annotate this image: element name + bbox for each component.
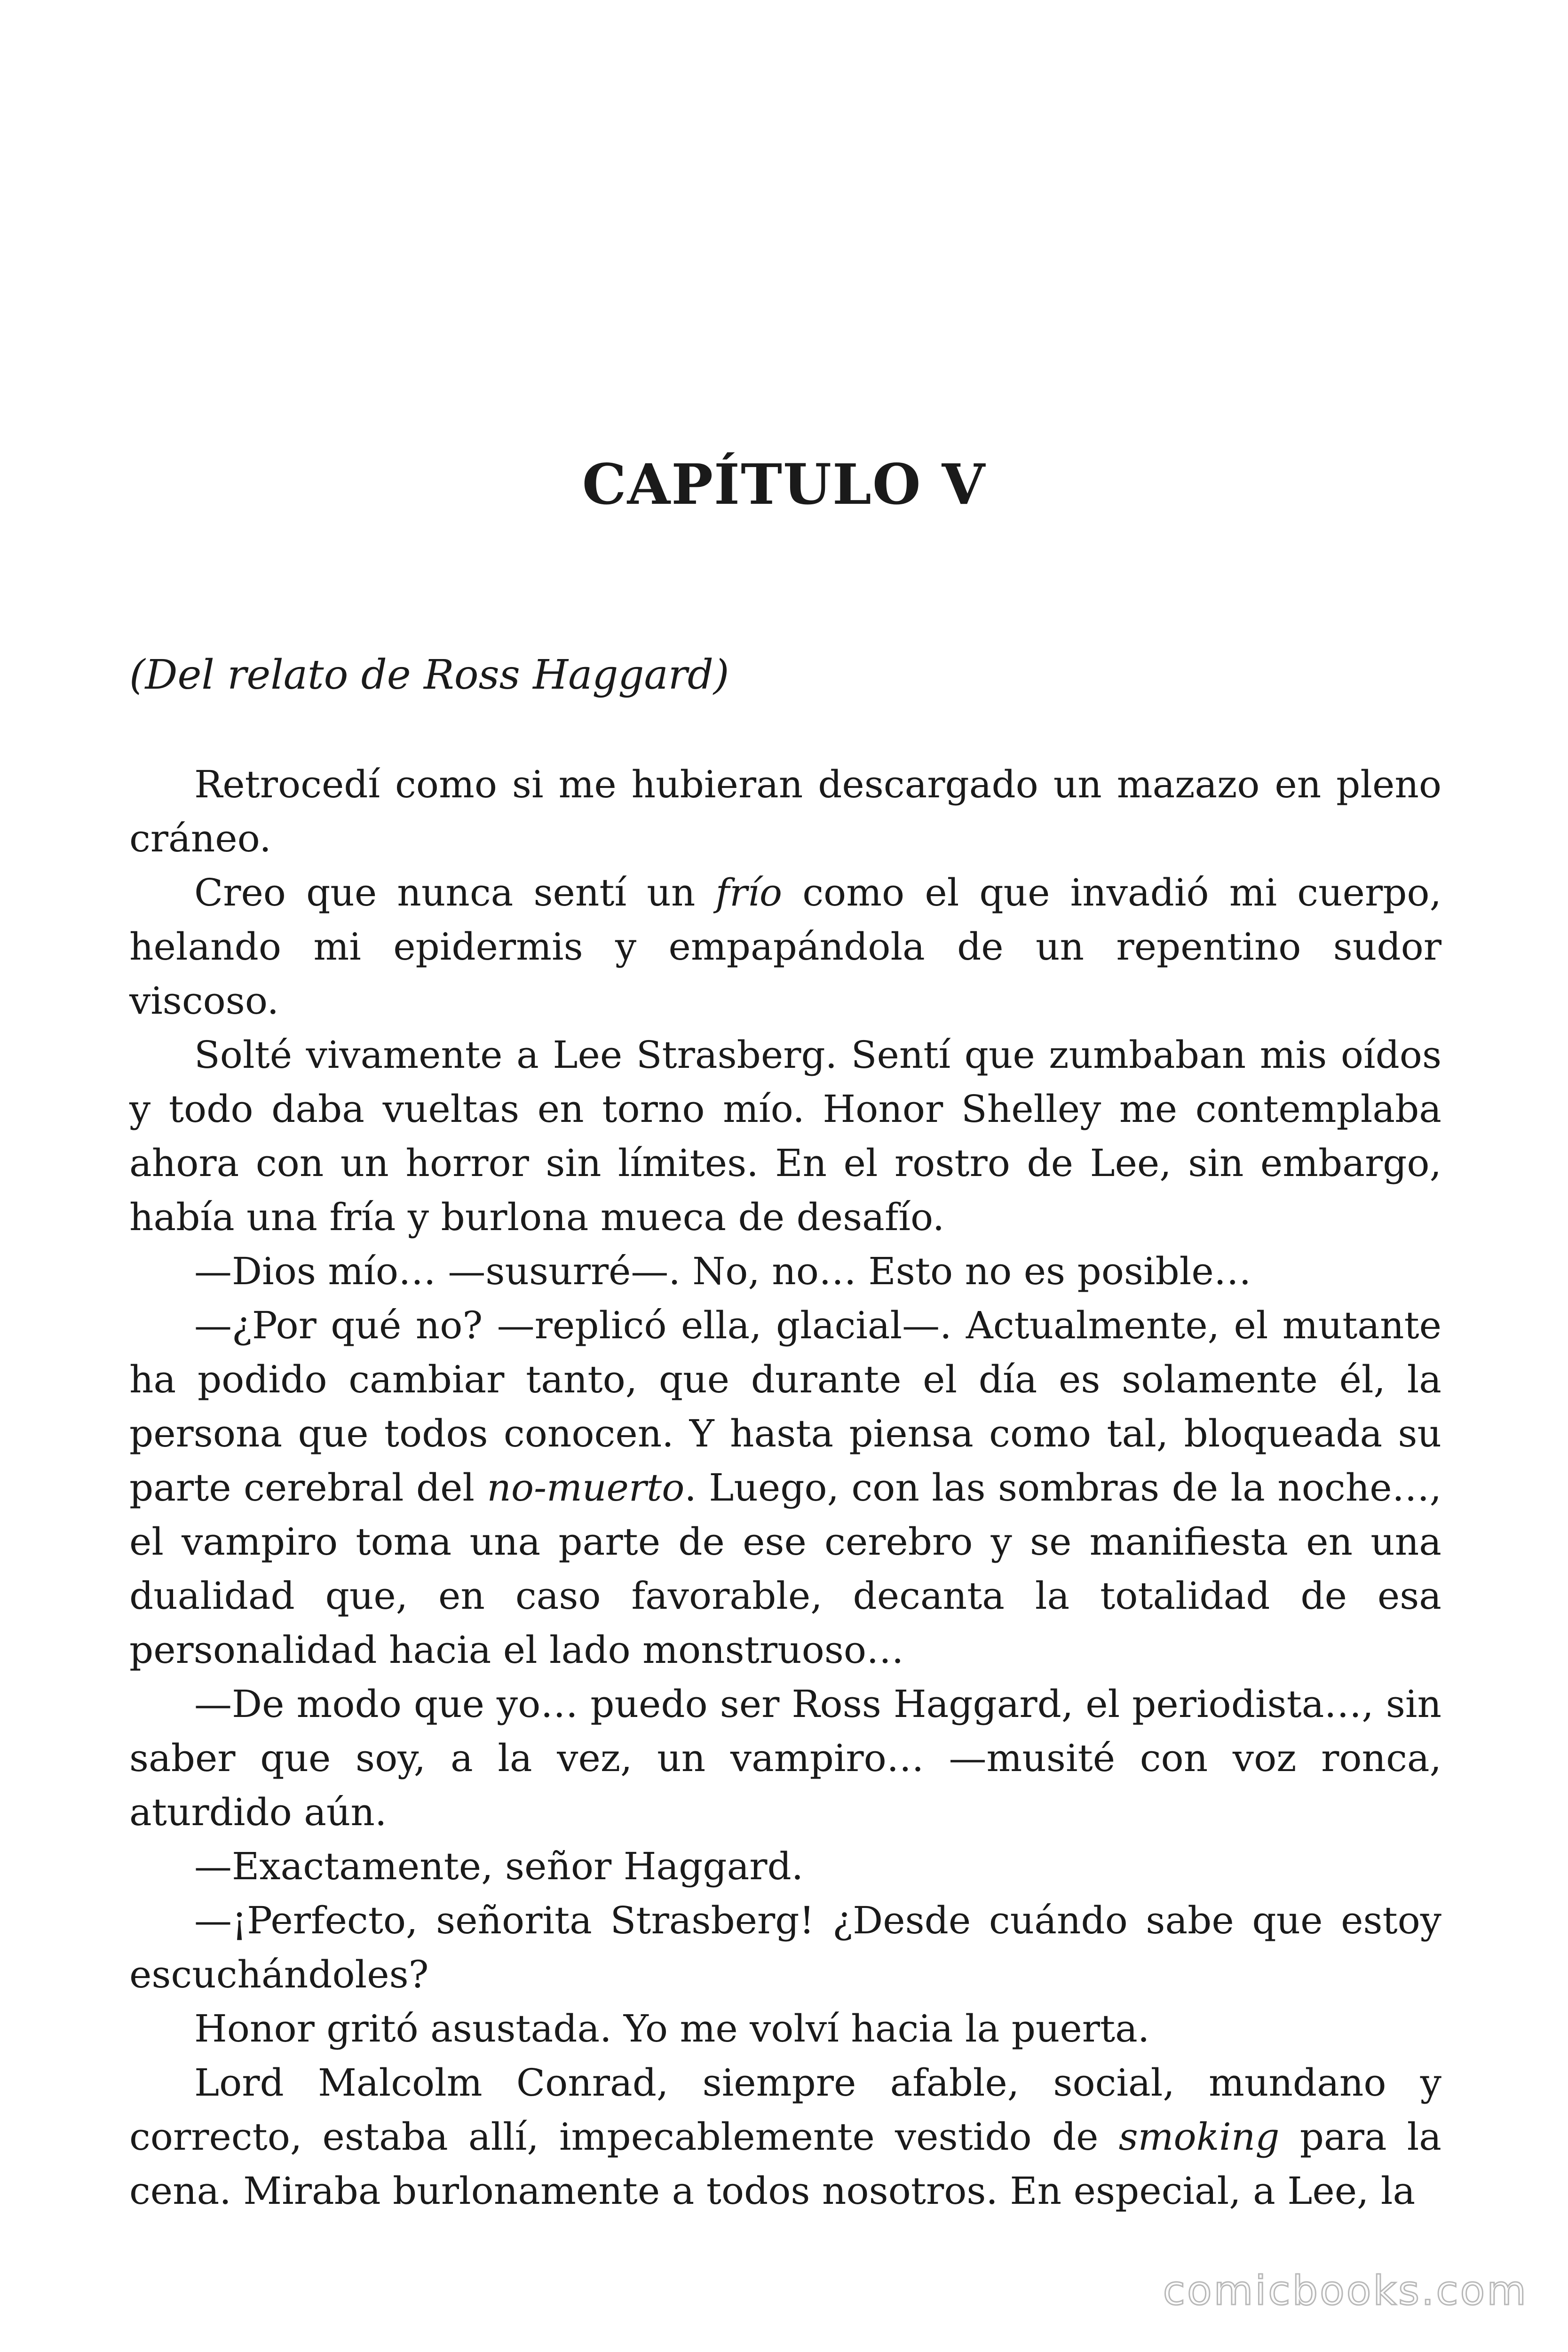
paragraph	[129, 1677, 1441, 1839]
paragraph-text: Retrocedí como si me hubieran descargado un mazazo en pleno cráneo.	[129, 763, 1441, 860]
paragraph	[129, 1893, 1441, 2002]
chapter-subtitle: (Del relato de Ross Haggard)	[129, 652, 729, 699]
paragraph	[129, 1028, 1441, 1244]
italic-word: smoking	[1118, 2115, 1280, 2159]
paragraph	[129, 757, 1441, 866]
paragraph-text: como el que invadió mi cuerpo, helando mi epidermis y empapándola de un repentino sudor viscoso.	[129, 871, 1442, 1023]
paragraph-text: . Luego, con las sombras de la noche…, el vampiro toma una parte de ese cerebro y se manifiesta en una dualidad que, en caso favorable, decanta la totalidad de esa personalidad hacia el lado monstruoso…	[129, 1466, 1441, 1672]
paragraph-text: Honor gritó asustada. Yo me volví hacia la puerta.	[194, 2007, 1150, 2050]
italic-word: no-muerto	[487, 1466, 685, 1510]
paragraph	[129, 1839, 1441, 1893]
italic-word: frío	[715, 871, 783, 914]
paragraph-text: —Exactamente, señor Haggard.	[194, 1844, 804, 1888]
paragraph-text: —¡Perfecto, señorita Strasberg! ¿Desde cuándo sabe que estoy escuchándoles?	[129, 1899, 1441, 1996]
body-text	[129, 757, 1441, 2218]
paragraph-text: Lord Malcolm Conrad, siempre afable, social, mundano y correcto, estaba allí, impecablemente vestido de	[129, 2061, 1441, 2159]
paragraph-text: —Dios mío… —susurré—. No, no… Esto no es posible…	[194, 1249, 1251, 1293]
paragraph	[129, 2056, 1441, 2218]
paragraph-text: para la cena. Miraba burlonamente a todos nosotros. En especial, a Lee, la	[129, 2115, 1441, 2213]
chapter-title: CAPÍTULO V	[582, 452, 986, 517]
paragraph	[129, 866, 1441, 1028]
paragraph-text: Creo que nunca sentí un	[194, 871, 716, 914]
paragraph-text: Solté vivamente a Lee Strasberg. Sentí que zumbaban mis oídos y todo daba vueltas en torno mío. Honor Shelley me contemplaba ahora con un horror sin límites. En el rostro de Lee, sin embargo, había una fría y burlona mueca de desafío.	[129, 1033, 1441, 1239]
paragraph-text: —¿Por qué no? —replicó ella, glacial—. Actualmente, el mutante ha podido cambiar tanto, que durante el día es solamente él, la persona que todos conocen. Y hasta piensa como tal, bloqueada su parte cerebral del	[129, 1303, 1441, 1510]
paragraph	[129, 2002, 1441, 2056]
paragraph	[129, 1298, 1441, 1677]
watermark: comicbooks.com	[1163, 2267, 1528, 2314]
paragraph-text: —De modo que yo… puedo ser Ross Haggard, el periodista…, sin saber que soy, a la vez, un vampiro… —musité con voz ronca, aturdido aún.	[129, 1682, 1441, 1834]
paragraph	[129, 1244, 1441, 1298]
